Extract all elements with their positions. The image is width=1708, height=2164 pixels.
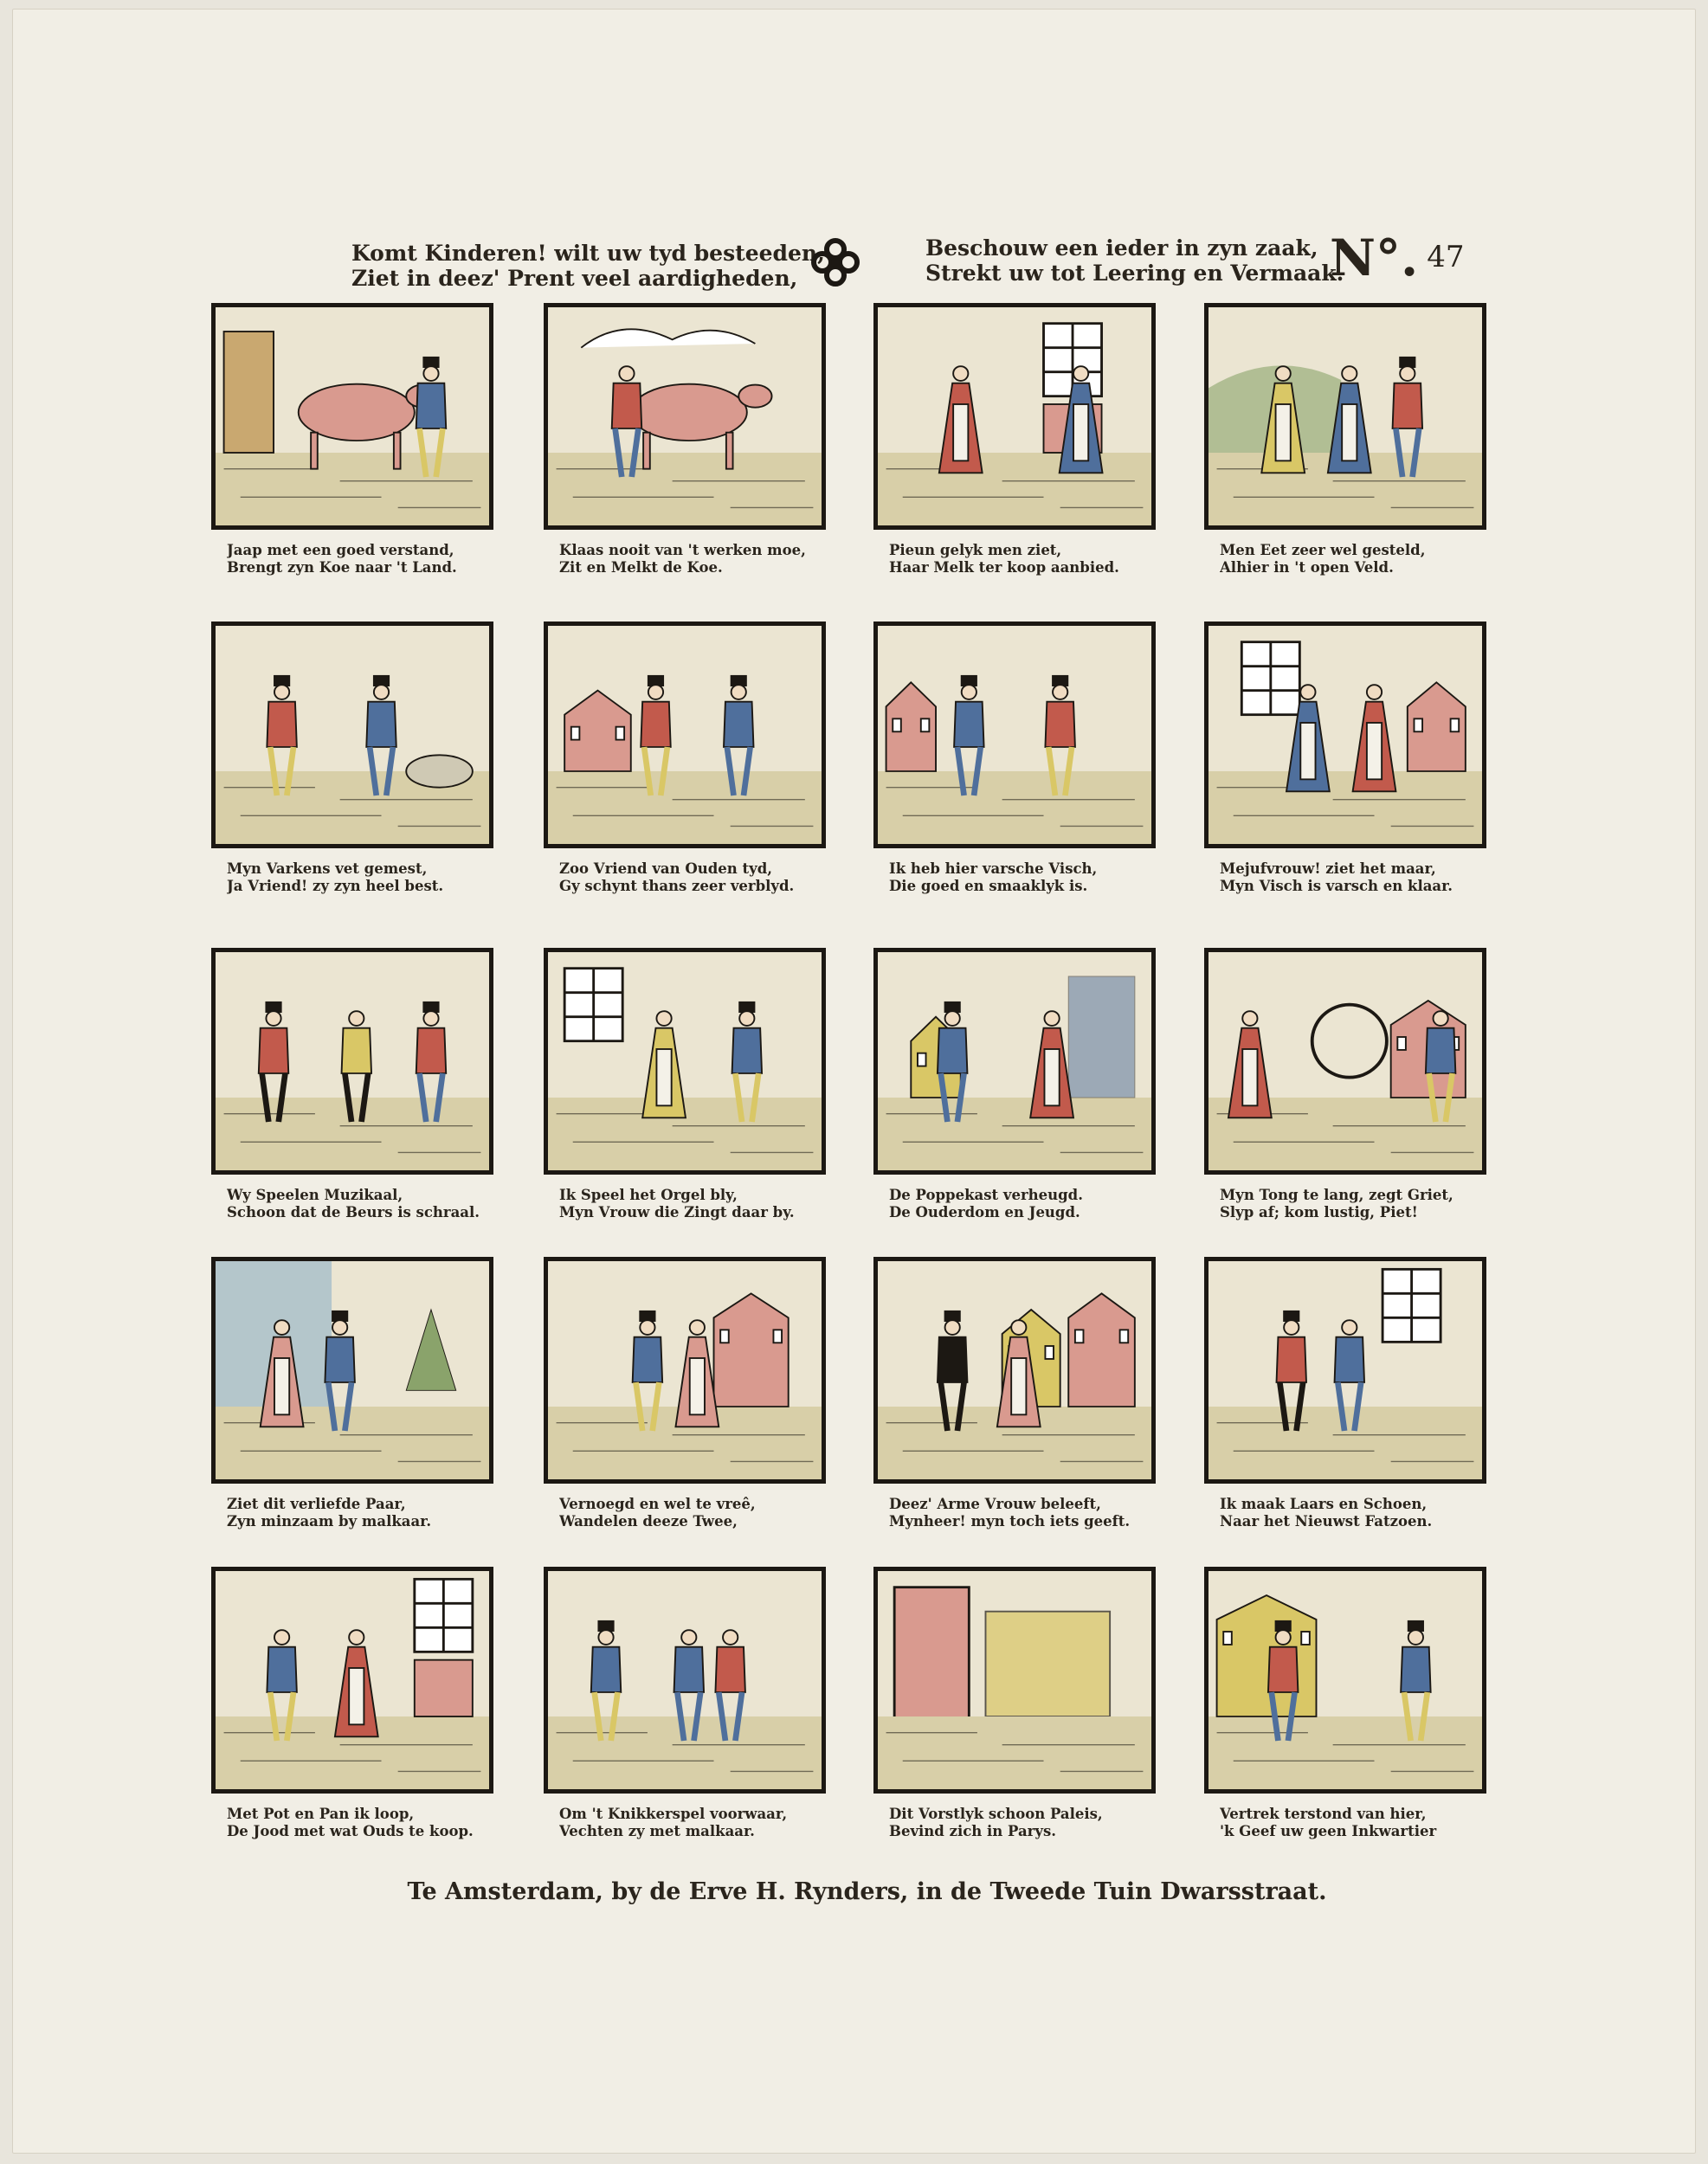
lovers-woodcut: [211, 1257, 493, 1484]
caption: [873, 860, 1159, 895]
woodcut-cell: [873, 1567, 1159, 1840]
caption-line-2: Schoon dat de Beurs is schraal.: [227, 1204, 480, 1220]
woodcut-cell: [1204, 622, 1490, 895]
caption: [873, 1496, 1159, 1530]
cow-drover-woodcut: [211, 303, 493, 530]
caption-line-2: Zit en Melkt de Koe.: [559, 559, 723, 576]
caption-line-1: Myn Varkens vet gemest,: [227, 860, 428, 877]
woodcut-cell: [1204, 1567, 1490, 1840]
caption-line-1: Vertrek terstond van hier,: [1220, 1806, 1427, 1822]
caption-line-1: Pieun gelyk men ziet,: [889, 542, 1062, 558]
woodcut-cell: [544, 948, 829, 1221]
caption-line-1: Vernoegd en wel te vreê,: [559, 1496, 756, 1512]
caption: [1204, 1187, 1490, 1221]
caption: [211, 1496, 497, 1530]
caption-line-2: De Ouderdom en Jeugd.: [889, 1204, 1080, 1220]
peddler-woodcut: [211, 1567, 493, 1794]
caption: [544, 1187, 829, 1221]
caption: [544, 542, 829, 576]
caption: [544, 1496, 829, 1530]
caption: [211, 542, 497, 576]
verse-left-line-1: Komt Kinderen! wilt uw tyd besteeden,: [351, 241, 825, 266]
caption-line-1: Wy Speelen Muzikaal,: [227, 1187, 403, 1203]
caption: [1204, 1496, 1490, 1530]
woodcut-cell: [544, 1257, 829, 1530]
caption-line-2: Mynheer! myn toch iets geeft.: [889, 1513, 1131, 1530]
caption-line-1: Men Eet zeer wel gesteld,: [1220, 542, 1426, 558]
caption-line-2: Naar het Nieuwst Fatzoen.: [1220, 1513, 1433, 1530]
verse-right: [925, 235, 1344, 286]
fish-seller-woodcut: [873, 622, 1156, 848]
swineherds-woodcut: [211, 622, 493, 848]
flower-ornament-icon: [809, 235, 862, 289]
woodcut-cell: [1204, 303, 1490, 576]
caption: [1204, 542, 1490, 576]
caption-line-2: Haar Melk ter koop aanbied.: [889, 559, 1119, 576]
woodcut-cell: [1204, 1257, 1490, 1530]
caption-line-1: Klaas nooit van 't werken moe,: [559, 542, 806, 558]
number-value: 47: [1427, 240, 1465, 274]
woodcut-cell: [211, 622, 497, 895]
verse-left-line-2: Ziet in deez' Prent veel aardigheden,: [351, 266, 798, 291]
puppet-show-woodcut: [873, 948, 1156, 1175]
woodcut-cell: [544, 622, 829, 895]
old-friends-woodcut: [544, 622, 826, 848]
caption-line-2: Myn Vrouw die Zingt daar by.: [559, 1204, 795, 1220]
milkmaid-doorway-woodcut: [873, 303, 1156, 530]
milking-woodcut: [544, 303, 826, 530]
woodcut-cell: [1204, 948, 1490, 1221]
shoemaker-woodcut: [1204, 1257, 1486, 1484]
caption-line-1: Ik heb hier varsche Visch,: [889, 860, 1098, 877]
woodcut-cell: [211, 948, 497, 1221]
caption-line-1: Ik Speel het Orgel bly,: [559, 1187, 738, 1203]
woodcut-cell: [873, 303, 1159, 576]
caption-line-1: Ziet dit verliefde Paar,: [227, 1496, 406, 1512]
caption: [211, 1187, 497, 1221]
caption-line-1: Zoo Vriend van Ouden tyd,: [559, 860, 772, 877]
woodcut-cell: [211, 1257, 497, 1530]
woodcut-cell: [544, 303, 829, 576]
verse-right-line-1: Beschouw een ieder in zyn zaak,: [925, 235, 1318, 261]
caption-line-2: Ja Vriend! zy zyn heel best.: [227, 878, 444, 894]
verse-left: [351, 241, 825, 291]
caption-line-1: Om 't Knikkerspel voorwaar,: [559, 1806, 788, 1822]
fishwife-woodcut: [1204, 622, 1486, 848]
musicians-woodcut: [211, 948, 493, 1175]
caption-line-2: Die goed en smaaklyk is.: [889, 878, 1088, 894]
caption-line-1: Deez' Arme Vrouw beleeft,: [889, 1496, 1101, 1512]
marbles-fight-woodcut: [544, 1567, 826, 1794]
caption-line-1: Jaap met een goed verstand,: [227, 542, 454, 558]
caption: [544, 1806, 829, 1840]
caption-line-1: De Poppekast verheugd.: [889, 1187, 1083, 1203]
caption: [873, 1806, 1159, 1840]
caption-line-1: Myn Tong te lang, zegt Griet,: [1220, 1187, 1453, 1203]
caption-line-2: Gy schynt thans zeer verblyd.: [559, 878, 795, 894]
caption-line-2: Myn Visch is varsch en klaar.: [1220, 878, 1453, 894]
caption-line-1: Met Pot en Pan ik loop,: [227, 1806, 415, 1822]
caption: [544, 860, 829, 895]
caption-line-2: Slyp af; kom lustig, Piet!: [1220, 1204, 1418, 1220]
caption-line-1: Ik maak Laars en Schoen,: [1220, 1496, 1428, 1512]
caption-line-2: Wandelen deeze Twee,: [559, 1513, 738, 1530]
print-number: [1330, 229, 1464, 287]
picnic-woodcut: [1204, 303, 1486, 530]
caption: [873, 1187, 1159, 1221]
caption: [1204, 1806, 1490, 1840]
caption: [211, 1806, 497, 1840]
organ-grinder-woodcut: [544, 948, 826, 1175]
woodcut-cell: [873, 1257, 1159, 1530]
woodcut-cell: [873, 948, 1159, 1221]
caption: [873, 542, 1159, 576]
caption-line-2: Alhier in 't open Veld.: [1220, 559, 1394, 576]
walking-couple-woodcut: [544, 1257, 826, 1484]
header: [12, 229, 1696, 296]
imprint: Te Amsterdam, by de Erve H. Rynders, in de Tweede Tuin Dwarsstraat.: [407, 1878, 1327, 1905]
caption: [1204, 860, 1490, 895]
caption: [211, 860, 497, 895]
print-sheet: [12, 9, 1696, 2154]
number-prefix: N°.: [1330, 229, 1419, 287]
woodcut-grid: [12, 303, 1696, 1861]
departure-woodcut: [1204, 1567, 1486, 1794]
woodcut-cell: [873, 622, 1159, 895]
woodcut-cell: [211, 1567, 497, 1840]
caption-line-2: Brengt zyn Koe naar 't Land.: [227, 559, 457, 576]
verse-right-line-2: Strekt uw tot Leering en Vermaak.: [925, 261, 1344, 286]
caption-line-1: Dit Vorstlyk schoon Paleis,: [889, 1806, 1103, 1822]
palace-woodcut: [873, 1567, 1156, 1794]
poor-woman-woodcut: [873, 1257, 1156, 1484]
woodcut-cell: [544, 1567, 829, 1840]
woodcut-cell: [211, 303, 497, 576]
caption-line-2: Zyn minzaam by malkaar.: [227, 1513, 432, 1530]
caption-line-2: Vechten zy met malkaar.: [559, 1823, 755, 1839]
caption-line-2: De Jood met wat Ouds te koop.: [227, 1823, 474, 1839]
caption-line-1: Mejufvrouw! ziet het maar,: [1220, 860, 1436, 877]
knife-grinder-woodcut: [1204, 948, 1486, 1175]
caption-line-2: 'k Geef uw geen Inkwartier: [1220, 1823, 1437, 1839]
caption-line-2: Bevind zich in Parys.: [889, 1823, 1056, 1839]
